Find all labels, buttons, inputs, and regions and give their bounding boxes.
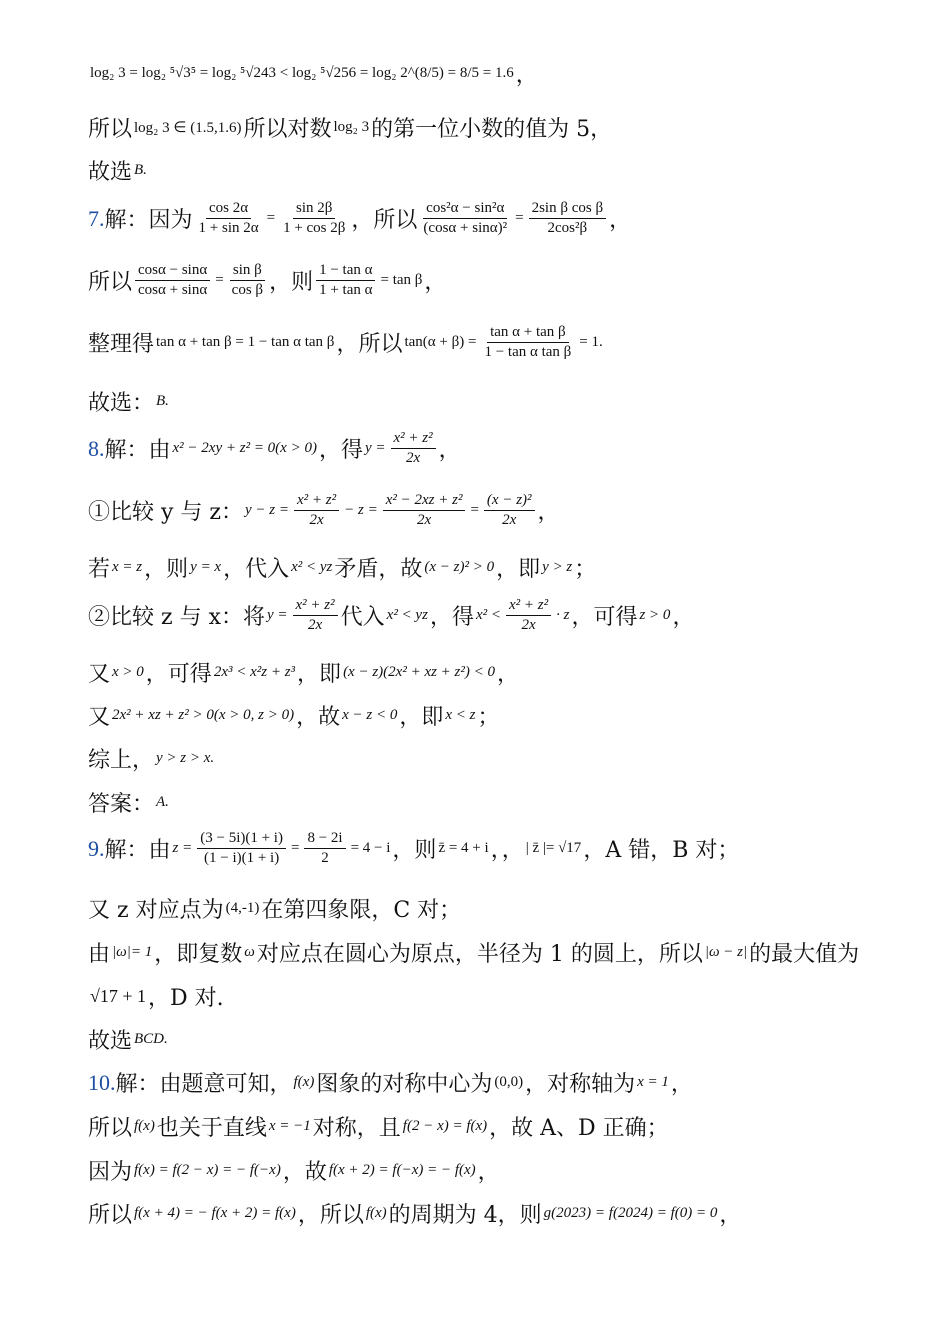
text: ，则	[392, 838, 437, 863]
text: ，所以	[297, 1203, 364, 1228]
math: (x − z)² > 0	[424, 559, 495, 575]
text: ，故	[282, 1160, 327, 1185]
math: tan(α + β) =	[404, 334, 477, 350]
math: x = −1	[268, 1118, 311, 1134]
text: ；	[477, 705, 500, 730]
text: ，可得	[145, 662, 212, 687]
problem-9-line-3	[88, 937, 910, 968]
problem-7-line-1	[88, 200, 910, 237]
text: ，故	[296, 705, 341, 730]
fraction	[196, 200, 262, 237]
text: ②比较 z 与 x：将	[88, 605, 265, 630]
numerator: x² + z²	[294, 492, 339, 511]
fraction	[197, 830, 286, 867]
denominator: 1 + cos 2β	[283, 220, 346, 236]
math: = 4 − i	[350, 840, 391, 856]
math: f(x)	[134, 1118, 155, 1134]
text: 对应点在圆心为原点，半径为 1 的圆上，所以	[256, 942, 703, 967]
fraction	[293, 597, 338, 634]
denominator: 2x	[502, 512, 517, 528]
text: ，故 A、D 正确；	[489, 1116, 669, 1141]
problem-number: 7.	[88, 205, 105, 231]
text: 也关于直线	[156, 1116, 267, 1141]
math: f(x)	[293, 1074, 315, 1090]
math: |ω − z|	[704, 944, 748, 960]
text: 的第一位小数的值为 5，	[371, 117, 613, 142]
text: 又	[88, 662, 111, 687]
numerator: x² + z²	[293, 597, 338, 616]
math: = 1.	[579, 334, 603, 350]
fraction	[135, 262, 210, 299]
problem-8-answer	[88, 787, 910, 818]
problem-8-line-6	[88, 700, 910, 731]
denominator: 2x	[307, 617, 323, 633]
text: ，对称轴为	[525, 1072, 636, 1097]
text: 解：由	[104, 438, 171, 463]
math: x − z < 0	[342, 707, 398, 723]
text: 解：由	[104, 838, 171, 863]
text: ，	[719, 1203, 742, 1228]
text: ，	[438, 438, 461, 463]
math: B.	[156, 393, 169, 409]
math: √17 + 1	[90, 986, 147, 1006]
math: f(2 − x) = f(x)	[402, 1118, 488, 1134]
math: x² <	[475, 607, 501, 623]
math: tan α + tan β = 1 − tan α tan β	[156, 334, 335, 350]
math: x = z	[112, 559, 143, 575]
math: g(2023) = f(2024) = f(0) = 0	[543, 1205, 718, 1221]
problem-10-line-2	[88, 1111, 910, 1142]
math: (0,0)	[494, 1074, 524, 1090]
denominator: 2	[321, 850, 329, 866]
log-comparison-expr: log₂ 3 = log₂ ⁵√3⁵ = log₂ ⁵√243 < log₂ ⁵√256 = log₂ 2^(8/5) = 8/5 = 1.6	[90, 65, 514, 81]
fraction	[304, 830, 345, 867]
text: ，所以	[351, 208, 418, 233]
math: A.	[156, 794, 169, 810]
denominator: 2x	[309, 512, 324, 528]
numerator: x² − 2xz + z²	[383, 492, 466, 511]
numerator: tan α + tan β	[487, 324, 569, 343]
problem-number: 8.	[88, 435, 105, 461]
text: 所以对数	[243, 117, 332, 142]
text: 因为	[88, 1160, 133, 1185]
problem-10-line-4	[88, 1198, 910, 1229]
problem-8-line-7	[88, 743, 910, 774]
denominator: (cosα + sinα)²	[423, 220, 508, 236]
problem-7-line-3	[88, 324, 910, 361]
text: ，	[424, 270, 447, 295]
fraction	[383, 492, 466, 529]
text: ，A 错，B 对；	[583, 838, 740, 863]
math: · z	[556, 607, 570, 623]
problem-8-line-2	[88, 492, 910, 529]
text: ，所以	[336, 332, 403, 357]
math: log₂ 3	[333, 119, 370, 135]
math: x² < yz	[291, 559, 333, 575]
math: =	[515, 210, 524, 226]
math: f(x + 2) = f(−x) = − f(x)	[328, 1162, 476, 1178]
problem-7-answer	[88, 386, 910, 417]
fraction	[481, 324, 574, 361]
denominator: 2cos²β	[547, 220, 588, 236]
numerator: 1 − tan α	[316, 262, 375, 281]
fraction	[316, 262, 375, 299]
text: ，即	[399, 705, 444, 730]
math: y − z =	[245, 502, 289, 518]
math: z̄ = 4 + i	[438, 840, 489, 856]
text: ，	[609, 208, 632, 233]
numerator: sin β	[230, 262, 265, 281]
text: 故选	[88, 1029, 133, 1054]
problem-9-line-1	[88, 830, 910, 867]
numerator: x² + z²	[506, 597, 551, 616]
math: y =	[266, 607, 288, 623]
numerator: (x − z)²	[484, 492, 535, 511]
fraction	[529, 200, 607, 237]
denominator: (1 − i)(1 + i)	[203, 850, 280, 866]
problem-9-answer	[88, 1024, 910, 1055]
text: ；	[574, 557, 597, 582]
numerator: cos 2α	[206, 200, 251, 219]
math: x < z	[445, 707, 476, 723]
math: − z =	[344, 502, 378, 518]
math: ω	[244, 944, 255, 960]
math: f(x) = f(2 − x) = − f(−x)	[134, 1162, 281, 1178]
text: ，D 对.	[148, 986, 224, 1011]
math: y =	[364, 440, 386, 456]
log-conclusion-line	[88, 112, 910, 143]
math: f(x + 4) = − f(x + 2) = f(x)	[134, 1205, 296, 1221]
numerator: x² + z²	[391, 430, 436, 449]
denominator: 2x	[521, 617, 536, 633]
text: ，即复数	[154, 942, 243, 967]
text: 故选	[88, 160, 133, 185]
text: ，，	[490, 838, 524, 863]
math: =	[470, 502, 479, 518]
math: = tan β	[380, 272, 423, 288]
problem-7-line-2	[88, 262, 910, 299]
fraction	[484, 492, 535, 529]
text: 综上，	[88, 748, 155, 773]
math: |ω|= 1	[112, 944, 153, 960]
fraction	[280, 200, 348, 237]
text: ①比较 y 与 z：	[88, 500, 243, 525]
numerator: cosα − sinα	[135, 262, 210, 281]
text: ，	[477, 1160, 500, 1185]
math: y = x	[190, 559, 222, 575]
fraction	[506, 597, 551, 634]
text: ，	[670, 1072, 693, 1097]
text: 所以	[88, 1116, 133, 1141]
text: 解：因为	[104, 208, 193, 233]
text: 所以	[88, 270, 133, 295]
math: =	[290, 840, 300, 856]
text: 故选：	[88, 391, 155, 416]
log-comparison-line	[88, 58, 910, 89]
math: | z̄ |= √17	[525, 840, 582, 856]
math: B.	[134, 162, 147, 178]
numerator: 8 − 2i	[304, 830, 345, 849]
math: x² < yz	[386, 607, 428, 623]
math: (4,-1)	[225, 900, 260, 916]
math: (x − z)(2x² + xz + z²) < 0	[343, 664, 496, 680]
text: ，即	[297, 662, 342, 687]
text: 所以	[88, 1203, 133, 1228]
denominator: cos β	[231, 282, 264, 298]
math: z > 0	[639, 607, 671, 623]
math: y > z	[542, 559, 573, 575]
problem-8-line-3	[88, 552, 910, 583]
text: ，	[537, 500, 560, 525]
math: =	[266, 210, 276, 226]
denominator: cosα + sinα	[138, 282, 208, 298]
denominator: 2x	[417, 512, 432, 528]
text: 又	[88, 705, 111, 730]
text: 又 z 对应点为	[88, 898, 224, 923]
problem-9-line-4	[88, 981, 910, 1012]
numerator: sin 2β	[293, 200, 335, 219]
text: 解：由题意可知，	[115, 1072, 292, 1097]
math: BCD.	[134, 1031, 168, 1047]
text: ，得	[429, 605, 474, 630]
math: 2x³ < x²z + z³	[213, 664, 296, 680]
math: y > z > x.	[156, 750, 215, 766]
problem-10-line-1	[88, 1067, 910, 1098]
denominator: 2x	[405, 450, 421, 466]
text: ，	[497, 662, 520, 687]
text: 矛盾，故	[334, 557, 423, 582]
text: ，即	[496, 557, 541, 582]
text: 对称，且	[312, 1116, 401, 1141]
math: x = 1	[637, 1074, 669, 1090]
text: 图象的对称中心为	[316, 1072, 493, 1097]
problem-number: 10.	[88, 1069, 116, 1095]
text: ，代入	[223, 557, 290, 582]
text: 的最大值为	[749, 942, 860, 967]
problem-10-line-3	[88, 1155, 910, 1186]
numerator: cos²α − sin²α	[423, 200, 507, 219]
problem-number: 9.	[88, 835, 105, 861]
text: 的周期为 4，则	[388, 1203, 542, 1228]
text: 整理得	[88, 332, 155, 357]
math: x > 0	[112, 664, 144, 680]
fraction	[294, 492, 339, 529]
math: f(x)	[365, 1205, 387, 1221]
text: 由	[88, 942, 111, 967]
punct: ，	[515, 62, 538, 87]
problem-9-line-2	[88, 893, 910, 924]
answer-line	[88, 155, 910, 186]
text: 所以	[88, 117, 133, 142]
denominator: 1 − tan α tan β	[484, 344, 572, 360]
fraction	[420, 200, 510, 237]
text: ，可得	[571, 605, 638, 630]
problem-8-line-4	[88, 597, 910, 634]
numerator: 2sin β cos β	[529, 200, 607, 219]
text: ，则	[144, 557, 189, 582]
math: z =	[172, 840, 193, 856]
text: 若	[88, 557, 111, 582]
fraction	[229, 262, 266, 299]
denominator: 1 + sin 2α	[198, 220, 259, 236]
math: log₂ 3 ∈ (1.5,1.6)	[134, 120, 242, 136]
text: ，则	[269, 270, 314, 295]
denominator: 1 + tan α	[319, 282, 373, 298]
text: 代入	[340, 605, 385, 630]
text: ，得	[318, 438, 363, 463]
problem-8-line-5	[88, 657, 910, 688]
text: ，	[672, 605, 695, 630]
text: 在第四象限，C 对；	[261, 898, 462, 923]
fraction	[391, 430, 436, 467]
problem-8-line-1	[88, 430, 910, 467]
numerator: (3 − 5i)(1 + i)	[197, 830, 286, 849]
math: =	[215, 272, 224, 288]
math: 2x² + xz + z² > 0(x > 0, z > 0)	[112, 707, 295, 723]
text: 答案：	[88, 792, 155, 817]
math: x² − 2xy + z² = 0(x > 0)	[172, 440, 317, 456]
